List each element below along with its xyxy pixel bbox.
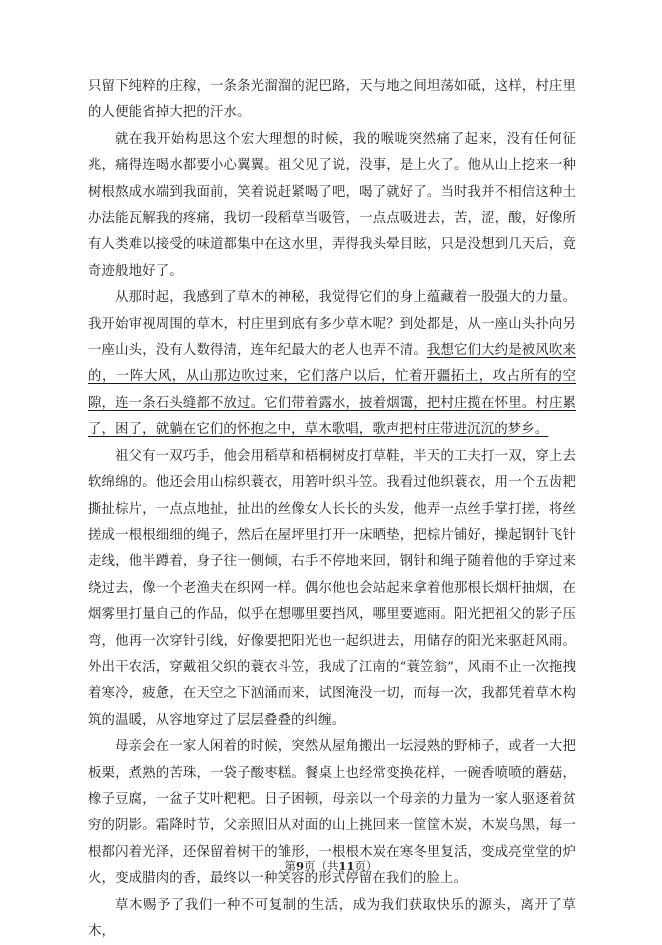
paragraph-5-text: 母亲会在一家人闲着的时候，突然从屋角搬出一坛浸熟的野柿子，或者一大把板栗，煮熟的苦珠，一袋子酸枣糕。餐桌上也经常变换花样，一碗香喷喷的蘑菇，橡子豆腐，一盆子艾叶粑粑。日子困顿，母亲以一个母亲的力量为一家人驱逐着贫穷的阴影。霜降时节，父亲照旧从对面的山上挑回来一筐筐木炭，木炭乌黑，每一根都闪着光泽，还保留着树干的雏形，一根根木炭在寒冬里复活，变成亮堂堂的炉火，变成腊肉的香，最终以一种笑容的形式停留在我们的脸上。 [88,739,576,887]
paragraph-4-text: 祖父有一双巧手，他会用稻草和梧桐树皮打草鞋，半天的工夫打一双，穿上去软绵绵的。他还会用山棕织蓑衣，用箬叶织斗笠。我看过他织蓑衣，用一个五齿耙撕扯棕片，一点点地扯，扯出的丝像女人长长的头发，他弄一点丝手掌打搓，将丝搓成一根根细细的绳子，然后在屋坪里打开一床晒垫，把棕片铺好，操起钢针飞针走线，他半蹲着，身子往一侧倾，右手不停地来回，钢针和绳子随着他的手穿过来绕过去，像一个老渔夫在织网一样。偶尔他也会站起来拿着他那根长烟杆抽烟，在烟雾里打量自己的作品，似乎在想哪里要挡风，哪里要遮雨。阳光把祖父的影子压弯，他再一次穿针引线，好像要把阳光也一起织进去，用储存的阳光来驱赶风雨。外出干农活，穿戴祖父织的蓑衣斗笠，我成了江南的“蓑笠翁”，风雨不止一次拖拽着寒冷，疲惫，在天空之下汹涌而来，试图淹没一切，而每一次，我都凭着草木构筑的温暖，从容地穿过了层层叠叠的纠缠。 [88,448,576,728]
paragraph-6 [88,893,576,945]
paragraph-4 [88,444,576,734]
page-footer [0,858,662,874]
footer-prefix: 第 [284,859,296,873]
paragraph-2 [88,127,576,285]
paragraph-1 [88,74,576,127]
paragraph-1-text: 只留下纯粹的庄稼，一条条光溜溜的泥巴路，天与地之间坦荡如砥，这样，村庄里的人便能省掉大把的汗水。 [88,79,576,121]
paragraph-3 [88,285,576,443]
paragraph-2-text: 就在我开始构思这个宏大理想的时候，我的喉咙突然痛了起来，没有任何征兆，痛得连喝水都要小心翼翼。祖父见了说，没事，是上火了。他从山上挖来一种树根熬成水端到我面前，笑着说赶紧喝了吧，喝了就好了。当时我并不相信这种土办法能瓦解我的疼痛，我切一段稻草当吸管，一点点吸进去，苦，涩，酸，好像所有人类难以接受的味道都集中在这水里，弄得我头晕目眩，只是没想到几天后，竟奇迹般地好了。 [88,131,576,279]
underlined-passage: 我想它们大约是被风吹来的，一阵大风，从山那边吹过来，它们落户以后，忙着开疆拓土，攻占所有的空隙，连一条石头缝都不放过。它们带着露水，披着烟霭，把村庄揽在怀里。村庄累了，困了，就躺在它们的怀抱之中，草木歌唱，歌声把村庄带进沉沉的梦乡。 [88,343,577,438]
footer-suffix: 页） [354,859,378,873]
page-total: 11 [338,859,355,873]
footer-middle: 页（共 [304,859,339,873]
page-number: 9 [295,859,304,873]
article-body [88,74,576,945]
paragraph-3-text: 从那时起，我感到了草木的神秘，我觉得它们的身上蕴藏着一股强大的力量。我开始审视周围的草木，村庄里到底有多少草木呢？到处都是，从一座山头扑向另一座山头，没有人数得清，连年纪最大的老人也弄不清。 [88,290,576,359]
paragraph-6-text: 草木赐予了我们一种不可复制的生活，成为我们获取快乐的源头，离开了草木， [88,897,576,939]
